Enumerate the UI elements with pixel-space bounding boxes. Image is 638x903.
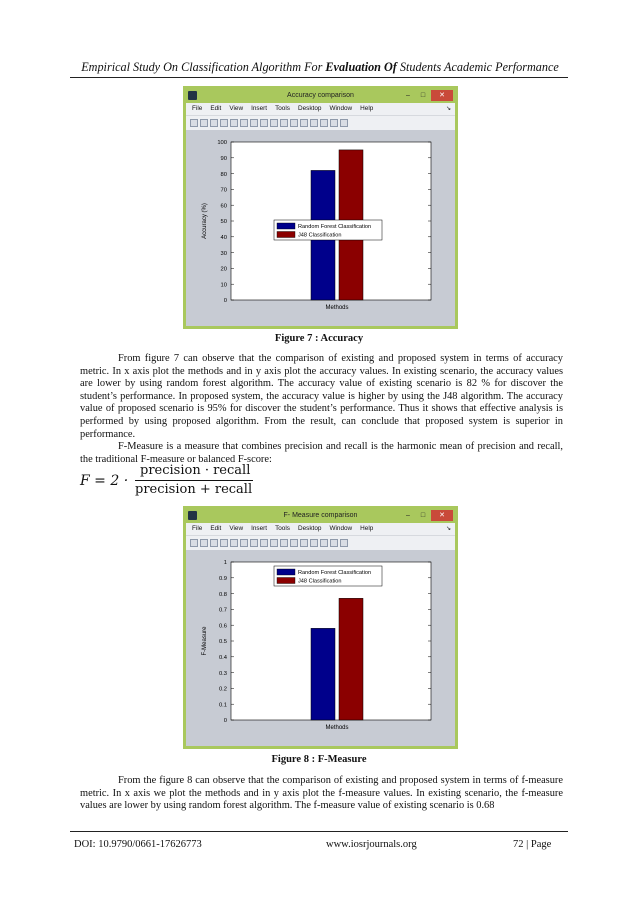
menu-window[interactable]: Window [329, 105, 353, 112]
minimize-icon[interactable]: – [406, 92, 410, 99]
hide-plot-tools-icon[interactable] [330, 119, 338, 127]
y-tick-label: 0.8 [218, 591, 227, 598]
menu-view[interactable]: View [229, 105, 244, 112]
y-tick-label: 0 [223, 718, 227, 725]
y-tick-label: 0.7 [218, 607, 227, 614]
menu-insert[interactable]: Insert [251, 525, 268, 532]
print-icon[interactable] [220, 119, 228, 127]
figure8-toolbar [186, 535, 455, 550]
menu-view[interactable]: View [229, 525, 244, 532]
open-icon[interactable] [200, 119, 208, 127]
pointer-icon[interactable] [230, 119, 238, 127]
save-icon[interactable] [210, 119, 218, 127]
close-icon[interactable]: ✕ [431, 90, 453, 101]
maximize-icon[interactable]: □ [420, 92, 426, 99]
bar-j48 [339, 598, 363, 720]
paragraph-fmeasure-intro: F-Measure is a measure that combines precision and recall is the harmonic mean of precision and recall, the traditional F-measure or balanced F-score: [80, 441, 563, 465]
y-tick-label: 70 [220, 187, 227, 194]
menu-tools[interactable]: Tools [275, 525, 290, 532]
legend-entry: J48 Classification [298, 578, 342, 585]
rotate-icon[interactable] [270, 539, 278, 547]
figure7-titlebar [186, 89, 455, 103]
menu-file[interactable]: File [192, 105, 203, 112]
bar-random-forest [311, 628, 335, 720]
data-cursor-icon[interactable] [280, 119, 288, 127]
header-post: Students Academic Performance [396, 60, 559, 74]
show-plot-tools-icon[interactable] [340, 539, 348, 547]
footer-doi: DOI: 10.9790/0661-17626773 [74, 839, 202, 850]
formula-lhs: F = 2 · [80, 473, 129, 489]
y-tick-label: 0.3 [218, 670, 227, 677]
footer-rule [70, 831, 568, 832]
formula-fraction-bar [135, 480, 253, 481]
y-tick-label: 0.2 [218, 686, 227, 693]
legend-entry: J48 Classification [298, 232, 342, 239]
zoom-out-icon[interactable] [250, 119, 258, 127]
y-tick-label: 10 [220, 282, 227, 289]
y-tick-label: 0.9 [218, 576, 227, 582]
menu-dock-arrow-icon[interactable]: ↘ [445, 106, 451, 112]
figure7-window [183, 86, 458, 329]
y-tick-label: 30 [220, 250, 227, 257]
header-pre: Empirical Study On Classification Algorithm For [81, 60, 326, 74]
y-axis-label: Accuracy (%) [202, 203, 208, 239]
new-figure-icon[interactable] [190, 539, 198, 547]
menu-edit[interactable]: Edit [210, 105, 222, 112]
fmeasure-chart [186, 550, 455, 751]
zoom-in-icon[interactable] [240, 119, 248, 127]
figure7-title: Accuracy comparison [287, 92, 354, 99]
paragraph-accuracy: From figure 7 can observe that the comparison of existing and proposed system in terms of accuracy metric. In x axis plot the methods and in y axis plot the accuracy values. In existing scenario, the accuracy values are lower by using random forest algorithm. The accuracy value of existing scenario is 82 % for discover the student’s performance. In proposed system, the accuracy value is higher by using the J48 algorithm. The accuracy value of proposed scenario is 95% for discover the student’s performance. Thus it shows that effective analysis is performed by using proposed algorithm. From the result, can conclude that proposed system is superior in performance. [80, 353, 563, 440]
figure8-caption: Figure 8 : F-Measure [271, 754, 367, 765]
y-tick-label: 40 [220, 235, 227, 241]
menu-edit[interactable]: Edit [210, 525, 222, 532]
menu-dock-arrow-icon[interactable]: ↘ [445, 526, 451, 532]
header-rule [70, 77, 568, 78]
open-icon[interactable] [200, 539, 208, 547]
menu-tools[interactable]: Tools [275, 105, 290, 112]
pointer-icon[interactable] [230, 539, 238, 547]
running-header [70, 60, 570, 75]
accuracy-chart [186, 130, 455, 331]
legend-swatch [277, 223, 295, 229]
show-plot-tools-icon[interactable] [340, 119, 348, 127]
figure7-toolbar [186, 115, 455, 130]
figure7-plot-area [186, 130, 455, 336]
link-icon[interactable] [300, 539, 308, 547]
figure8-window [183, 506, 458, 749]
figure8-titlebar [186, 509, 455, 523]
zoom-out-icon[interactable] [250, 539, 258, 547]
legend-icon[interactable] [320, 119, 328, 127]
formula-numerator: precision · recall [140, 463, 251, 478]
y-tick-label: 0.4 [218, 655, 227, 661]
legend-swatch [277, 232, 295, 238]
figure7-caption: Figure 7 : Accuracy [274, 333, 364, 344]
menu-window[interactable]: Window [329, 525, 353, 532]
y-tick-label: 0.1 [218, 702, 227, 709]
footer-site: www.iosrjournals.org [326, 839, 417, 850]
menu-desktop[interactable]: Desktop [297, 525, 322, 532]
y-axis-label: F-Measure [202, 626, 208, 656]
legend-swatch [277, 569, 295, 575]
paragraph-fmeasure-result: From the figure 8 can observe that the comparison of existing and proposed system in terms of f-measure metric. In x axis we plot the methods and in y axis plot the f-measure values. In existing scenario, the f-measure values are lower by using random forest algorithm. The f-measure value of existing scenario is 0.68 [80, 775, 563, 812]
header-bold: Evaluation Of [325, 60, 397, 74]
pan-icon[interactable] [260, 539, 268, 547]
y-tick-label: 100 [217, 140, 227, 147]
minimize-icon[interactable]: – [406, 512, 410, 519]
zoom-in-icon[interactable] [240, 539, 248, 547]
brush-icon[interactable] [290, 119, 298, 127]
menu-help[interactable]: Help [360, 525, 374, 532]
save-icon[interactable] [210, 539, 218, 547]
footer-page: 72 | Page [513, 839, 552, 850]
maximize-icon[interactable]: □ [420, 512, 426, 519]
figure7-menubar [186, 103, 455, 115]
new-figure-icon[interactable] [190, 119, 198, 127]
rotate-icon[interactable] [270, 119, 278, 127]
x-axis-label: Methods [325, 305, 349, 311]
legend-entry: Random Forest Classification [298, 224, 372, 230]
link-icon[interactable] [300, 119, 308, 127]
colorbar-icon[interactable] [310, 119, 318, 127]
menu-file[interactable]: File [192, 525, 203, 532]
y-tick-label: 0.6 [218, 623, 227, 630]
print-icon[interactable] [220, 539, 228, 547]
x-axis-label: Methods [325, 725, 349, 731]
menu-help[interactable]: Help [360, 105, 374, 112]
y-tick-label: 0.5 [218, 639, 227, 646]
y-tick-label: 20 [220, 266, 227, 273]
colorbar-icon[interactable] [310, 539, 318, 547]
y-tick-label: 60 [220, 203, 227, 210]
y-tick-label: 50 [220, 219, 227, 226]
close-icon[interactable]: ✕ [431, 510, 453, 521]
y-tick-label: 80 [220, 171, 227, 178]
formula-denominator: precision + recall [135, 482, 253, 497]
legend-icon[interactable] [320, 539, 328, 547]
legend-entry: Random Forest Classification [298, 570, 372, 576]
matlab-icon [188, 511, 197, 520]
menu-desktop[interactable]: Desktop [297, 105, 322, 112]
brush-icon[interactable] [290, 539, 298, 547]
figure8-title: F- Measure comparison [283, 512, 358, 519]
legend-swatch [277, 578, 295, 584]
data-cursor-icon[interactable] [280, 539, 288, 547]
figure8-menubar [186, 523, 455, 535]
y-tick-label: 0 [223, 298, 227, 305]
y-tick-label: 1 [223, 560, 227, 567]
hide-plot-tools-icon[interactable] [330, 539, 338, 547]
pan-icon[interactable] [260, 119, 268, 127]
figure8-plot-area [186, 550, 455, 756]
matlab-icon [188, 91, 197, 100]
y-tick-label: 90 [220, 156, 227, 162]
menu-insert[interactable]: Insert [251, 105, 268, 112]
